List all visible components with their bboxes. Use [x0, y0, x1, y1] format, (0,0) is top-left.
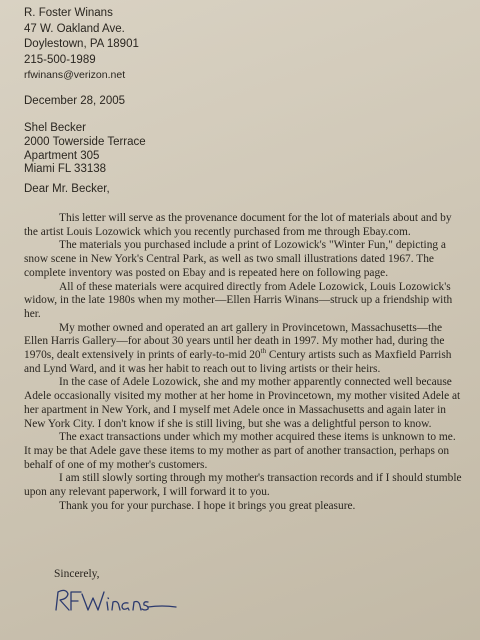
sender-phone: 215-500-1989 — [24, 53, 96, 66]
recipient-street: 2000 Towerside Terrace — [24, 135, 146, 148]
recipient-address-block — [24, 122, 146, 177]
paragraph-thanks: Thank you for your purchase. I hope it brings you great pleasure. — [59, 499, 356, 512]
sender-city: Doylestown, PA 18901 — [24, 38, 139, 50]
letter-date: December 28, 2005 — [24, 95, 126, 107]
sender-email: rfwinans@verizon.net — [24, 69, 126, 81]
closing: Sincerely, — [54, 568, 100, 580]
salutation: Dear Mr. Becker, — [24, 183, 110, 195]
recipient-name: Shel Becker — [24, 122, 87, 134]
handwritten-signature — [52, 580, 182, 620]
paragraph-gallery — [24, 322, 464, 377]
ordinal-suffix: th — [260, 347, 267, 356]
paragraph-transactions: The exact transactions under which my mother acquired these items is unknown to me. It may be that Adele gave these items to my mother as part of another transaction, perhaps on behalf of one of my mother's customers. — [24, 431, 456, 471]
paragraph-acquisition: All of these materials were acquired directly from Adele Lozowick, Louis Lozowick's widow, in the late 1980s when my mother—Ellen Harris Winans—struck up a friendship with her. — [24, 280, 453, 320]
paragraph-connection: In the case of Adele Lozowick, she and my mother apparently connected well because Adele occasionally visited my mother at her home in Provincetown, my mother visited Adele at her apartment in New York, and I myself met Adele once in Massachusetts and again later in New York City. I don't know if she is still living, but she was a delightful person to know. — [24, 376, 461, 430]
recipient-city: Miami FL 33138 — [24, 163, 107, 176]
sender-address-block — [24, 6, 139, 84]
paragraph-materials: The materials you purchased include a print of Lozowick's "Winter Fun," depicting a snow scene in New York's Central Park, as well as two small illustrations dated 1967. The complete inventory was posted on Ebay and is repeated here on following page. — [24, 239, 446, 279]
sender-name: R. Foster Winans — [24, 7, 113, 19]
recipient-apartment: Apartment 305 — [24, 149, 100, 162]
paragraph-records: I am still slowly sorting through my mother's transaction records and if I should stumble upon any relevant paperwork, I will forward it to you. — [24, 472, 462, 499]
paragraph-provenance: This letter will serve as the provenance document for the lot of materials about and by the artist Louis Lozowick which you recently purchased from me through Ebay.com. — [24, 212, 452, 238]
sender-street: 47 W. Oakland Ave. — [24, 22, 125, 35]
paragraph-gallery-part1: My mother owned and operated an art gallery in Provincetown, Massachusetts—the Ellen Harris Gallery—for about 30 years until her death in 1997. My mother had, during the 1970s, dealt extensively in prints of early-to-mid 20 — [24, 321, 445, 362]
paragraph-gallery-part2: Century artists such as Maxfield Parrish and Lynd Ward, and it was her habit to reach out to living artists or their heirs. — [24, 349, 452, 375]
letter-body — [24, 212, 464, 513]
